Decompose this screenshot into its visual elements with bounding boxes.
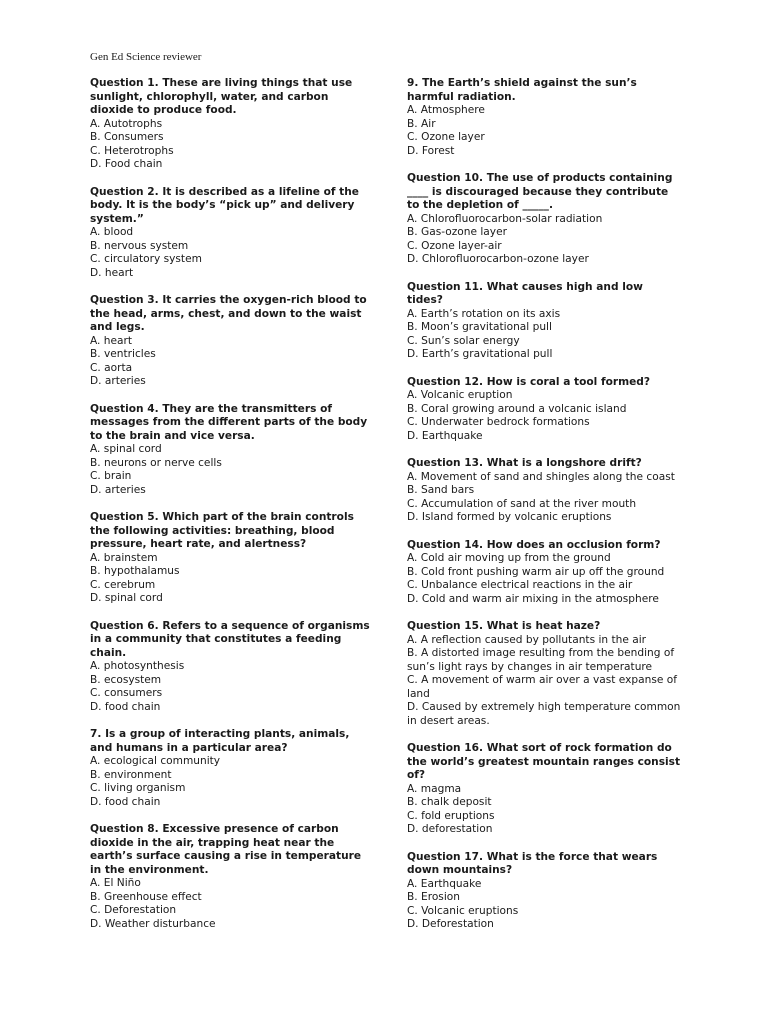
answer-option: D. Earth’s gravitational pull bbox=[407, 348, 553, 360]
answer-option: A. Volcanic eruption bbox=[407, 389, 513, 401]
question-text: Question 15. What is heat haze? bbox=[407, 620, 601, 632]
question-block bbox=[407, 620, 682, 728]
answer-option: A. blood bbox=[90, 226, 134, 238]
answer-option: B. environment bbox=[90, 768, 172, 781]
question-block bbox=[90, 186, 375, 281]
answer-option: D. deforestation bbox=[407, 823, 493, 835]
answer-options bbox=[407, 104, 682, 158]
answer-options bbox=[90, 660, 375, 714]
question-block bbox=[90, 77, 375, 172]
answer-options bbox=[90, 335, 375, 389]
question-block bbox=[407, 376, 682, 444]
answer-option: A. Earth’s rotation on its axis bbox=[407, 307, 561, 320]
question-block bbox=[407, 539, 682, 607]
answer-option: C. living organism bbox=[90, 782, 186, 794]
question-block bbox=[407, 457, 682, 525]
answer-option: C. fold eruptions bbox=[407, 809, 495, 822]
answer-option: B. ecosystem bbox=[90, 673, 162, 686]
question-block bbox=[90, 728, 375, 809]
question-text: Question 3. It carries the oxygen-rich blood to the head, arms, chest, and down to the waist and legs. bbox=[90, 294, 367, 333]
question-block bbox=[90, 294, 375, 389]
answer-option: B. A distorted image resulting from the bending of sun’s light rays by changes in air temperature bbox=[407, 647, 675, 673]
answer-option: A. Autotrophs bbox=[90, 117, 163, 130]
answer-option: B. Cold front pushing warm air up off the ground bbox=[407, 565, 665, 578]
answer-options bbox=[407, 878, 682, 932]
answer-option: B. hypothalamus bbox=[90, 565, 180, 577]
answer-option: B. Moon’s gravitational pull bbox=[407, 321, 552, 333]
answer-options bbox=[407, 783, 682, 837]
question-text: Question 1. These are living things that use sunlight, chlorophyll, water, and carbon dioxide to produce food. bbox=[90, 77, 353, 116]
question-block bbox=[90, 403, 375, 498]
question-block bbox=[407, 77, 682, 158]
answer-option: C. Unbalance electrical reactions in the air bbox=[407, 579, 633, 591]
answer-option: C. aorta bbox=[90, 361, 133, 374]
answer-option: B. Coral growing around a volcanic island bbox=[407, 402, 627, 415]
answer-option: C. consumers bbox=[90, 687, 163, 699]
answer-option: D. Weather disturbance bbox=[90, 917, 216, 930]
answer-option: B. Erosion bbox=[407, 891, 460, 903]
answer-option: B. chalk deposit bbox=[407, 796, 492, 808]
answer-option: A. heart bbox=[90, 334, 133, 347]
question-text: Question 14. How does an occlusion form? bbox=[407, 538, 661, 551]
question-text: Question 6. Refers to a sequence of organisms in a community that constitutes a feeding chain. bbox=[90, 619, 370, 659]
answer-option: C. Volcanic eruptions bbox=[407, 904, 519, 917]
answer-option: D. heart bbox=[90, 266, 134, 279]
answer-option: B. Greenhouse effect bbox=[90, 890, 202, 903]
question-text: Question 16. What sort of rock formation do the world’s greatest mountain ranges consist of? bbox=[407, 742, 681, 781]
answer-option: D. Deforestation bbox=[407, 918, 494, 930]
question-text: Question 12. How is coral a tool formed? bbox=[407, 375, 651, 388]
answer-option: A. El Niño bbox=[90, 877, 141, 889]
question-text: Question 2. It is described as a lifeline of the body. It is the body’s “pick up” and delivery system.” bbox=[90, 185, 359, 225]
question-text: Question 5. Which part of the brain controls the following activities: breathing, blood pressure, heart rate, and alertness? bbox=[90, 511, 354, 550]
right-column bbox=[407, 77, 682, 946]
question-text: Question 10. The use of products containing ____ is discouraged because they contribute to the depletion of _____. bbox=[407, 172, 673, 211]
answer-options bbox=[407, 308, 682, 362]
answer-option: B. Sand bars bbox=[407, 484, 475, 496]
question-text: Question 17. What is the force that wears down mountains? bbox=[407, 850, 658, 876]
answer-options bbox=[407, 552, 682, 606]
question-block bbox=[407, 281, 682, 362]
answer-option: D. spinal cord bbox=[90, 592, 163, 604]
answer-option: C. Underwater bedrock formations bbox=[407, 416, 590, 428]
answer-options bbox=[90, 755, 375, 809]
answer-option: A. Movement of sand and shingles along the coast bbox=[407, 470, 675, 483]
answer-options bbox=[407, 471, 682, 525]
answer-option: C. A movement of warm air over a vast expanse of land bbox=[407, 674, 677, 700]
answer-option: A. A reflection caused by pollutants in the air bbox=[407, 633, 647, 646]
question-text: 9. The Earth’s shield against the sun’s harmful radiation. bbox=[407, 77, 637, 103]
answer-option: A. Cold air moving up from the ground bbox=[407, 552, 611, 564]
question-block bbox=[407, 742, 682, 837]
answer-option: A. photosynthesis bbox=[90, 660, 185, 672]
answer-option: B. neurons or nerve cells bbox=[90, 456, 222, 469]
answer-option: C. cerebrum bbox=[90, 578, 156, 591]
answer-options bbox=[90, 118, 375, 172]
answer-option: A. magma bbox=[407, 782, 462, 795]
answer-option: A. Earthquake bbox=[407, 877, 482, 890]
answer-option: D. Cold and warm air mixing in the atmosphere bbox=[407, 592, 659, 605]
question-text: 7. Is a group of interacting plants, animals, and humans in a particular area? bbox=[90, 728, 350, 754]
answer-option: D. Chlorofluorocarbon-ozone layer bbox=[407, 253, 589, 265]
left-column bbox=[90, 77, 375, 945]
answer-options bbox=[407, 634, 682, 729]
answer-option: C. Deforestation bbox=[90, 904, 177, 916]
answer-option: D. arteries bbox=[90, 375, 146, 387]
answer-option: D. Caused by extremely high temperature common in desert areas. bbox=[407, 701, 681, 727]
answer-options bbox=[90, 552, 375, 606]
answer-option: C. circulatory system bbox=[90, 253, 202, 265]
question-block bbox=[407, 172, 682, 267]
answer-options bbox=[407, 213, 682, 267]
question-text: Question 13. What is a longshore drift? bbox=[407, 457, 642, 469]
answer-option: A. Chlorofluorocarbon-solar radiation bbox=[407, 212, 603, 225]
answer-option: A. brainstem bbox=[90, 551, 158, 564]
answer-option: D. Forest bbox=[407, 144, 455, 157]
answer-option: C. Accumulation of sand at the river mouth bbox=[407, 497, 637, 510]
answer-option: D. food chain bbox=[90, 700, 161, 713]
question-block bbox=[90, 620, 375, 715]
answer-option: A. spinal cord bbox=[90, 443, 162, 455]
answer-option: C. brain bbox=[90, 470, 132, 482]
question-block bbox=[407, 851, 682, 932]
answer-option: B. Consumers bbox=[90, 131, 164, 143]
answer-option: D. arteries bbox=[90, 483, 146, 496]
document-title: Gen Ed Science reviewer bbox=[90, 51, 202, 63]
answer-option: C. Sun’s solar energy bbox=[407, 334, 520, 347]
answer-option: A. ecological community bbox=[90, 755, 221, 767]
answer-option: D. food chain bbox=[90, 795, 161, 808]
answer-option: C. Heterotrophs bbox=[90, 144, 174, 157]
answer-option: B. Air bbox=[407, 117, 436, 130]
question-text: Question 8. Excessive presence of carbon dioxide in the air, trapping heat near the earth’s surface causing a rise in temperature in the environment. bbox=[90, 823, 362, 876]
question-block bbox=[90, 511, 375, 606]
answer-option: D. Food chain bbox=[90, 158, 163, 170]
answer-options bbox=[90, 226, 375, 280]
answer-options bbox=[90, 877, 375, 931]
answer-options bbox=[407, 389, 682, 443]
answer-option: D. Island formed by volcanic eruptions bbox=[407, 511, 612, 523]
answer-option: C. Ozone layer bbox=[407, 131, 485, 143]
answer-option: B. nervous system bbox=[90, 239, 189, 252]
answer-option: A. Atmosphere bbox=[407, 104, 485, 116]
answer-option: B. ventricles bbox=[90, 348, 156, 360]
question-block bbox=[90, 823, 375, 931]
question-text: Question 4. They are the transmitters of messages from the different parts of the body to the brain and vice versa. bbox=[90, 402, 368, 442]
answer-option: B. Gas-ozone layer bbox=[407, 226, 507, 238]
answer-option: D. Earthquake bbox=[407, 429, 483, 442]
answer-options bbox=[90, 443, 375, 497]
answer-option: C. Ozone layer-air bbox=[407, 239, 502, 252]
question-text: Question 11. What causes high and low tides? bbox=[407, 280, 643, 306]
